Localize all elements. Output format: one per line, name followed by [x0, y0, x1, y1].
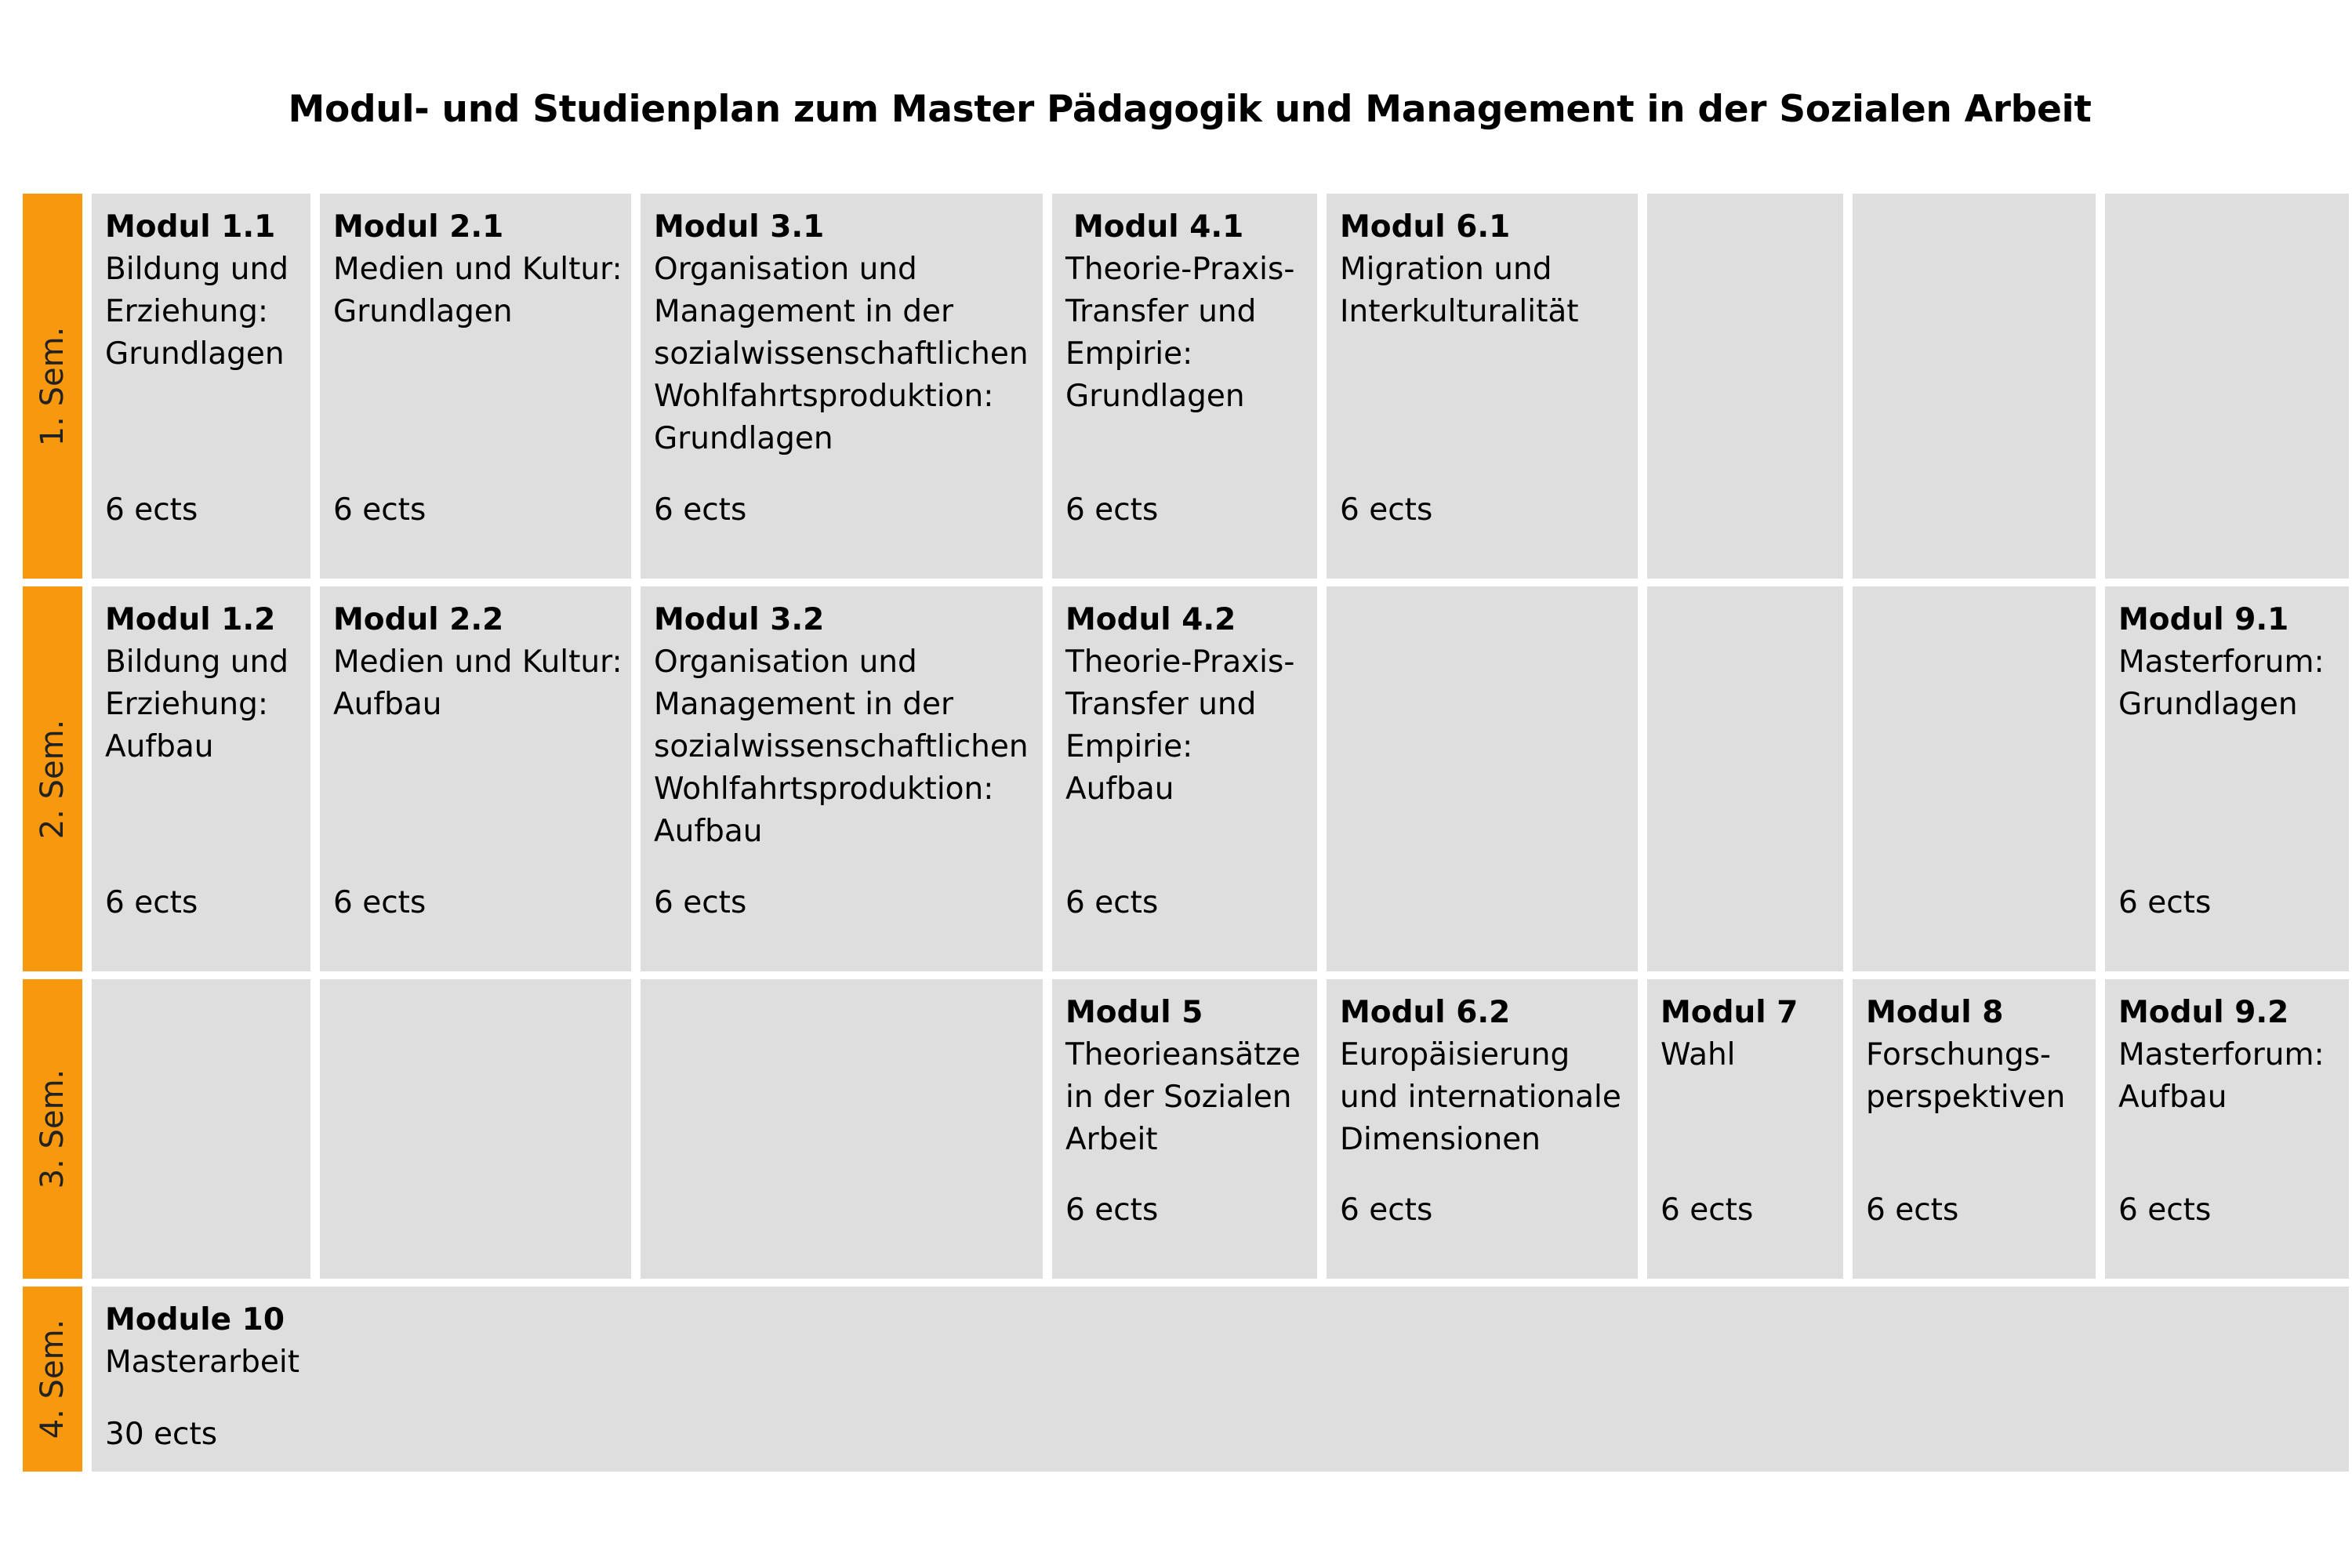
module-ects: 6 ects	[1065, 1192, 1159, 1228]
module-code: Modul 9.2	[2118, 995, 2289, 1030]
module-code: Modul 7	[1661, 995, 1798, 1030]
module-title: Masterforum: Grundlagen	[2118, 644, 2325, 722]
module-code: Modul 4.1	[1073, 209, 1244, 245]
empty-cell	[320, 979, 631, 1279]
module-code: Modul 4.2	[1065, 602, 1236, 637]
module-ects: 6 ects	[1340, 1192, 1433, 1228]
module-ects: 6 ects	[654, 885, 747, 920]
module-title: Medien und Kultur: Aufbau	[333, 644, 622, 722]
module-code: Modul 3.1	[654, 209, 825, 245]
module-title: Wahl	[1661, 1037, 1736, 1073]
module-ects: 6 ects	[333, 885, 426, 920]
module-ects: 6 ects	[654, 492, 747, 528]
module-cell-3-2	[641, 586, 1043, 971]
module-code: Modul 5	[1065, 995, 1203, 1030]
module-cell-2-1	[320, 194, 631, 579]
module-cell-1-2	[92, 586, 310, 971]
empty-cell	[1853, 586, 2096, 971]
module-title: Masterforum: Aufbau	[2118, 1037, 2325, 1115]
module-cell-1-1	[92, 194, 310, 579]
module-cell-5	[1052, 979, 1317, 1279]
module-code: Modul 2.2	[333, 602, 504, 637]
module-title: Medien und Kultur: Grundlagen	[333, 252, 622, 329]
module-cell-9-1	[2105, 586, 2349, 971]
empty-cell	[92, 979, 310, 1279]
module-code: Modul 1.1	[105, 209, 276, 245]
module-title: Europäisierung und internationale Dimensionen	[1340, 1037, 1621, 1157]
module-cell-7	[1647, 979, 1843, 1279]
module-code: Modul 6.2	[1340, 995, 1511, 1030]
module-cell-6-1	[1327, 194, 1638, 579]
module-ects: 6 ects	[1065, 885, 1159, 920]
module-cell-3-1	[641, 194, 1043, 579]
module-code: Modul 9.1	[2118, 602, 2289, 637]
module-title: Theorie-Praxis- Transfer und Empirie: Grundlagen	[1065, 252, 1295, 414]
empty-cell	[2105, 194, 2349, 579]
module-ects: 6 ects	[1340, 492, 1433, 528]
empty-cell	[1327, 586, 1638, 971]
semester-3-label: 3. Sem.	[23, 979, 82, 1279]
module-cell-6-2	[1327, 979, 1638, 1279]
module-ects: 30 ects	[105, 1417, 218, 1452]
empty-cell	[641, 979, 1043, 1279]
module-title: Forschungs- perspektiven	[1866, 1037, 2066, 1115]
module-title: Bildung und Erziehung: Grundlagen	[105, 252, 289, 372]
module-cell-10	[92, 1287, 2349, 1472]
module-cell-8	[1853, 979, 2096, 1279]
module-code: Modul 1.2	[105, 602, 276, 637]
module-ects: 6 ects	[105, 492, 198, 528]
module-ects: 6 ects	[1661, 1192, 1754, 1228]
module-code: Modul 8	[1866, 995, 2004, 1030]
module-title: Organisation und Management in der sozialwissenschaftlichen Wohlfahrtsproduktion: Aufbau	[654, 644, 1029, 849]
page-title: Modul- und Studienplan zum Master Pädagogik und Management in der Sozialen Arbeit	[288, 88, 2092, 131]
semester-1-label: 1. Sem.	[23, 194, 82, 579]
module-title: Masterarbeit	[105, 1345, 299, 1380]
module-title: Bildung und Erziehung: Aufbau	[105, 644, 289, 764]
module-cell-9-2	[2105, 979, 2349, 1279]
module-ects: 6 ects	[1065, 492, 1159, 528]
module-code: Modul 6.1	[1340, 209, 1511, 245]
empty-cell	[1647, 194, 1843, 579]
module-cell-4-1	[1052, 194, 1317, 579]
module-title: Migration und Interkulturalität	[1340, 252, 1579, 329]
module-ects: 6 ects	[105, 885, 198, 920]
semester-4-label: 4. Sem.	[23, 1287, 82, 1472]
semester-2-label: 2. Sem.	[23, 586, 82, 971]
module-ects: 6 ects	[2118, 885, 2212, 920]
module-code: Module 10	[105, 1302, 285, 1338]
module-code: Modul 2.1	[333, 209, 504, 245]
module-title: Theorieansätze in der Sozialen Arbeit	[1065, 1037, 1301, 1157]
module-code: Modul 3.2	[654, 602, 825, 637]
module-ects: 6 ects	[1866, 1192, 1959, 1228]
module-cell-4-2	[1052, 586, 1317, 971]
module-ects: 6 ects	[2118, 1192, 2212, 1228]
module-title: Organisation und Management in der sozialwissenschaftlichen Wohlfahrtsproduktion: Grundlagen	[654, 252, 1029, 456]
empty-cell	[1647, 586, 1843, 971]
module-ects: 6 ects	[333, 492, 426, 528]
module-cell-2-2	[320, 586, 631, 971]
empty-cell	[1853, 194, 2096, 579]
module-title: Theorie-Praxis- Transfer und Empirie: Aufbau	[1065, 644, 1295, 807]
